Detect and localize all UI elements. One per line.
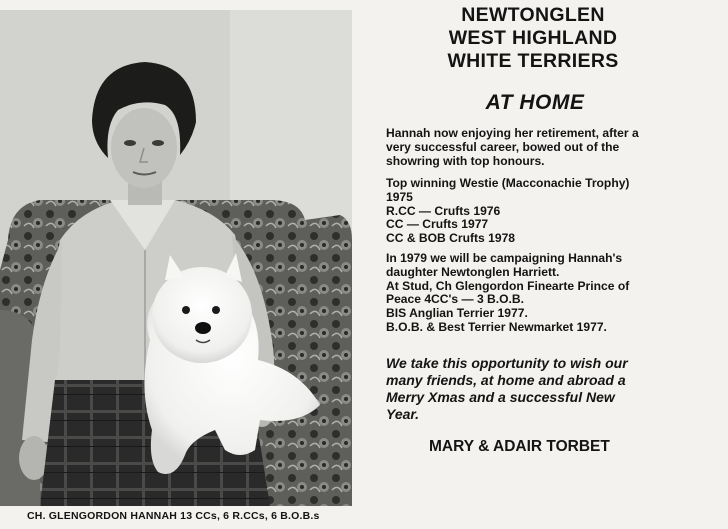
text-line: daughter Newtonglen Harriett. (386, 264, 560, 279)
text-line: Merry Xmas and a successful New (386, 389, 615, 405)
text-line: Year. (386, 406, 419, 422)
text-line: CC & BOB Crufts 1978 (386, 231, 516, 246)
text-line: 1975 (386, 189, 413, 204)
plans-paragraph (386, 252, 686, 335)
title-line: WEST HIGHLAND (448, 27, 618, 49)
intro-paragraph (386, 127, 686, 168)
page-subtitle: AT HOME (485, 91, 585, 114)
closing-message (386, 355, 686, 423)
bleed-through-text (356, 14, 359, 26)
signature: MARY & ADAIR TORBET (429, 438, 610, 455)
text-line: In 1979 we will be campaigning Hannah's (386, 251, 623, 265)
title-line: NEWTONGLEN (461, 4, 605, 26)
text-line: Peace 4CC's — 3 B.O.B. (386, 292, 524, 307)
text-line: very successful career, bowed out of the (386, 139, 620, 154)
text-line: CC — Crufts 1977 (386, 217, 489, 232)
awards-list (386, 177, 686, 246)
title-line: WHITE TERRIERS (447, 50, 619, 72)
text-line: B.O.B. & Best Terrier Newmarket 1977. (386, 319, 607, 334)
text-line: At Stud, Ch Glengordon Finearte Prince of (386, 278, 630, 293)
text-line: We take this opportunity to wish our (386, 355, 628, 371)
text-line: many friends, at home and abroad a (386, 372, 626, 388)
text-line: Hannah now enjoying her retirement, after a (386, 126, 639, 140)
text-line: showring with top honours. (386, 153, 545, 168)
photo-caption: CH. GLENGORDON HANNAH 13 CCs, 6 R.CCs, 6 B.O.B.s (27, 510, 320, 522)
text-line: R.CC — Crufts 1976 (386, 203, 501, 218)
photo-illustration (0, 10, 352, 506)
page-title (422, 4, 644, 73)
text-line: BIS Anglian Terrier 1977. (386, 306, 528, 321)
photo-woman-with-westie (0, 10, 352, 506)
text-line: Top winning Westie (Macconachie Trophy) (386, 176, 630, 190)
